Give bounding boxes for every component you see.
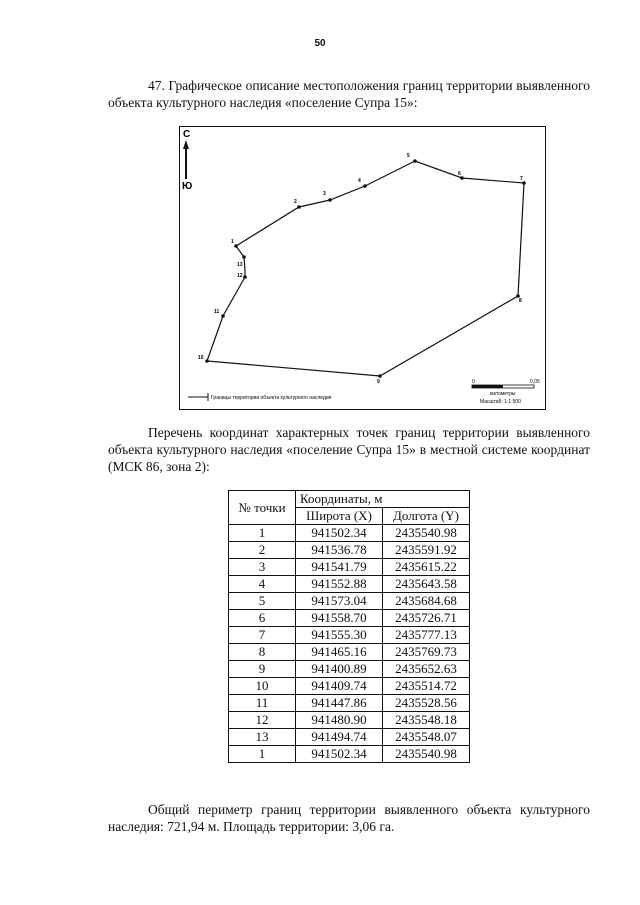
scale-bar xyxy=(472,379,540,405)
point-number-cell: 8 xyxy=(229,644,296,661)
table-header-row xyxy=(229,491,470,508)
latitude-cell: 941400.89 xyxy=(296,661,383,678)
longitude-cell: 2435726.71 xyxy=(383,610,470,627)
boundary-point-label: 8 xyxy=(519,298,522,304)
table-row xyxy=(229,610,470,627)
boundary-point-label: 13 xyxy=(237,262,243,268)
point-number-cell: 5 xyxy=(229,593,296,610)
table-row xyxy=(229,695,470,712)
longitude-cell: 2435540.98 xyxy=(383,525,470,542)
boundary-map xyxy=(179,126,546,410)
boundary-point-marker xyxy=(243,275,247,279)
longitude-cell: 2435615.22 xyxy=(383,559,470,576)
longitude-cell: 2435684.68 xyxy=(383,593,470,610)
boundary-point-marker xyxy=(328,198,332,202)
boundary-point-label: 9 xyxy=(377,379,380,385)
longitude-cell: 2435548.07 xyxy=(383,729,470,746)
boundary-point-marker xyxy=(297,205,301,209)
point-number-cell: 1 xyxy=(229,525,296,542)
boundary-point-marker xyxy=(234,244,238,248)
latitude-cell: 941541.79 xyxy=(296,559,383,576)
table-row xyxy=(229,746,470,763)
point-number-cell: 10 xyxy=(229,678,296,695)
point-number-cell: 3 xyxy=(229,559,296,576)
latitude-cell: 941494.74 xyxy=(296,729,383,746)
scale-ratio-label: Масштаб: 1:1 500 xyxy=(480,399,521,405)
latitude-cell: 941480.90 xyxy=(296,712,383,729)
boundary-point-label: 7 xyxy=(520,176,523,182)
longitude-cell: 2435591.92 xyxy=(383,542,470,559)
boundary-point-marker xyxy=(413,159,417,163)
boundary-point-label: 3 xyxy=(323,191,326,197)
boundary-point-label: 2 xyxy=(294,199,297,205)
longitude-cell: 2435514.72 xyxy=(383,678,470,695)
longitude-cell: 2435540.98 xyxy=(383,746,470,763)
longitude-cell: 2435548.18 xyxy=(383,712,470,729)
boundary-point-marker xyxy=(221,314,225,318)
scale-unit-label: километры xyxy=(490,391,516,397)
table-row xyxy=(229,644,470,661)
table-row xyxy=(229,593,470,610)
longitude-cell: 2435769.73 xyxy=(383,644,470,661)
boundary-point-label: 4 xyxy=(358,178,361,184)
boundary-point-marker xyxy=(363,184,367,188)
legend-label: Границы территории объекта культурного наследия xyxy=(211,395,332,401)
table-row xyxy=(229,542,470,559)
point-number-cell: 9 xyxy=(229,661,296,678)
coordinates-table xyxy=(228,490,470,763)
table-row xyxy=(229,712,470,729)
latitude-cell: 941555.30 xyxy=(296,627,383,644)
point-number-cell: 6 xyxy=(229,610,296,627)
latitude-cell: 941502.34 xyxy=(296,525,383,542)
latitude-cell: 941536.78 xyxy=(296,542,383,559)
table-row xyxy=(229,525,470,542)
perimeter-summary: Общий периметр границ территории выявленного объекта культурного наследия: 721,94 м. Площадь территории: 3,06 га. xyxy=(108,802,590,834)
longitude-cell: 2435528.56 xyxy=(383,695,470,712)
boundary-polygon xyxy=(207,161,524,376)
scale-max-label: 0,05 xyxy=(530,379,540,385)
latitude-cell: 941447.86 xyxy=(296,695,383,712)
latitude-cell: 941465.16 xyxy=(296,644,383,661)
table-row xyxy=(229,678,470,695)
header-longitude: Долгота (Y) xyxy=(383,508,470,525)
coordinates-intro: Перечень координат характерных точек границ территории выявленного объекта культурного наследия «поселение Супра 15» в местной системе координат (МСК 86, зона 2): xyxy=(108,425,590,474)
point-number-cell: 12 xyxy=(229,712,296,729)
table-row xyxy=(229,661,470,678)
boundary-point-label: 5 xyxy=(407,153,410,159)
longitude-cell: 2435643.58 xyxy=(383,576,470,593)
boundary-point-marker xyxy=(205,359,209,363)
table-row xyxy=(229,729,470,746)
table-row xyxy=(229,627,470,644)
boundary-point-label: 10 xyxy=(198,355,204,361)
page-number: 50 xyxy=(314,38,326,49)
header-latitude: Широта (X) xyxy=(296,508,383,525)
latitude-cell: 941573.04 xyxy=(296,593,383,610)
point-number-cell: 4 xyxy=(229,576,296,593)
latitude-cell: 941409.74 xyxy=(296,678,383,695)
compass-south-label: Ю xyxy=(182,181,193,192)
coordinates-table-body xyxy=(229,525,470,763)
longitude-cell: 2435652.63 xyxy=(383,661,470,678)
boundary-point-label: 6 xyxy=(458,171,461,177)
latitude-cell: 941502.34 xyxy=(296,746,383,763)
boundary-map-svg xyxy=(180,127,544,408)
boundary-point-label: 11 xyxy=(214,309,220,315)
longitude-cell: 2435777.13 xyxy=(383,627,470,644)
scale-min-label: 0 xyxy=(472,379,475,385)
boundary-point-label: 12 xyxy=(237,273,243,279)
point-number-cell: 7 xyxy=(229,627,296,644)
boundary-point-marker xyxy=(242,255,246,259)
latitude-cell: 941558.70 xyxy=(296,610,383,627)
map-legend xyxy=(188,393,332,401)
header-point-number: № точки xyxy=(229,491,296,525)
compass xyxy=(182,129,192,192)
point-number-cell: 1 xyxy=(229,746,296,763)
header-coordinates: Координаты, м xyxy=(296,491,470,508)
point-number-cell: 2 xyxy=(229,542,296,559)
compass-north-label: С xyxy=(183,129,191,140)
section-title: 47. Графическое описание местоположения границ территории выявленного объекта культурного наследия «поселение Супра 15»: xyxy=(108,78,590,110)
table-row xyxy=(229,576,470,593)
table-row xyxy=(229,559,470,576)
boundary-point-label: 1 xyxy=(231,239,234,245)
boundary-point-marker xyxy=(378,374,382,378)
point-number-cell: 11 xyxy=(229,695,296,712)
latitude-cell: 941552.88 xyxy=(296,576,383,593)
point-number-cell: 13 xyxy=(229,729,296,746)
scale-bar-fill xyxy=(472,385,503,388)
